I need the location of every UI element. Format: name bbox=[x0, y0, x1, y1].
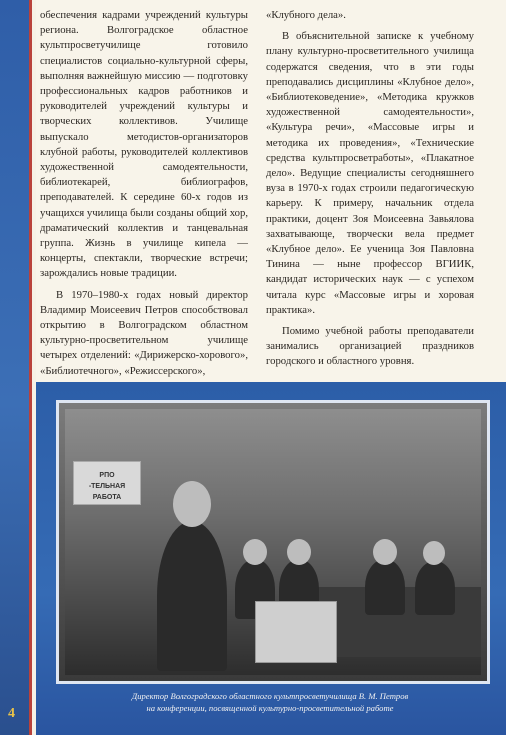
seated-figure-3 bbox=[365, 559, 405, 615]
speaker-head bbox=[173, 481, 211, 527]
seated-figure-4 bbox=[415, 561, 455, 615]
podium bbox=[255, 601, 337, 663]
photo-scene bbox=[65, 409, 481, 675]
left-paragraph-1: обеспечения кадрами учреждений культуры региона. Волгоградское областное культпросветучилище готовило специалистов социально-культурной сферы, выполняя важнейшую миссию — подготовку профессиональных кадров работников и руководителей учреждений культуры и творческих коллективов. Училище выпускало методистов-организаторов клубной работы, руководителей коллективов художественной самодеятельности, библиотекарей, библиографов, преподавателей. К середине 60-х годов из учащихся училища были созданы общий хор, драматический коллектив и танцевальная группа. Жизнь в училище кипела — концерты, спектакли, творческие встречи; зарождались новые традиции. bbox=[40, 9, 248, 280]
archival-photo bbox=[56, 400, 490, 684]
article-left-column bbox=[40, 8, 248, 385]
banner-text-3: РАБОТА bbox=[92, 494, 122, 501]
page-number: 4 bbox=[8, 706, 15, 721]
photo-caption bbox=[56, 690, 484, 714]
left-color-band bbox=[0, 0, 32, 735]
photo-block bbox=[36, 382, 506, 735]
seated-head-4 bbox=[423, 541, 445, 565]
seated-head-2 bbox=[287, 539, 311, 565]
seated-head-3 bbox=[373, 539, 397, 565]
article-right-column bbox=[266, 8, 474, 376]
right-paragraph-3: Помимо учебной работы преподаватели занимались организацией праздников городского и областного уровня. bbox=[266, 325, 474, 368]
caption-line-2: на конференции, посвященной культурно-просветительной работе bbox=[146, 703, 394, 713]
banner-text-2: -ТЕЛЬНАЯ bbox=[88, 483, 126, 490]
right-paragraph-2: В объяснительной записке к учебному плану культурно-просветительного училища содержатся сведения, что в эти годы преподавались дисциплины «Клубное дело», «Библиотековедение», «Методика кружков художественной самодеятельности», «Культура речи», «Массовые игры и методика их проведения», «Технические средства культпросветработы», «Плакатное дело». Ведущие специалисты сегодняшнего вуза в 1970-х годах строили педагогическую карьеру. К примеру, начальник отдела практики, доцент Зоя Моисеевна Завьялова захватывающе, творчески вела предмет «Клубное дело». Ее ученица Зоя Павловна Тинина — ныне профессор ВГИИК, кандидат исторических наук — с успехом читала курс «Массовые игры и хоровая практика». bbox=[266, 30, 474, 316]
caption-line-1: Директор Волгоградского областного культпросветучилища В. М. Петров bbox=[131, 691, 409, 701]
speaker-figure bbox=[157, 521, 227, 671]
banner-text-1: РПО bbox=[99, 472, 115, 479]
photo-banner bbox=[73, 461, 141, 505]
seated-head-1 bbox=[243, 539, 267, 565]
right-paragraph-1: «Клубного дела». bbox=[266, 9, 346, 21]
left-paragraph-2: В 1970–1980-х годах новый директор Владимир Моисеевич Петров способствовал открытию в Волгоградском областном культурно-просветительном училище четырех отделений: «Дирижерско-хорового», «Библиотечного», «Режиссерского», bbox=[40, 288, 248, 377]
